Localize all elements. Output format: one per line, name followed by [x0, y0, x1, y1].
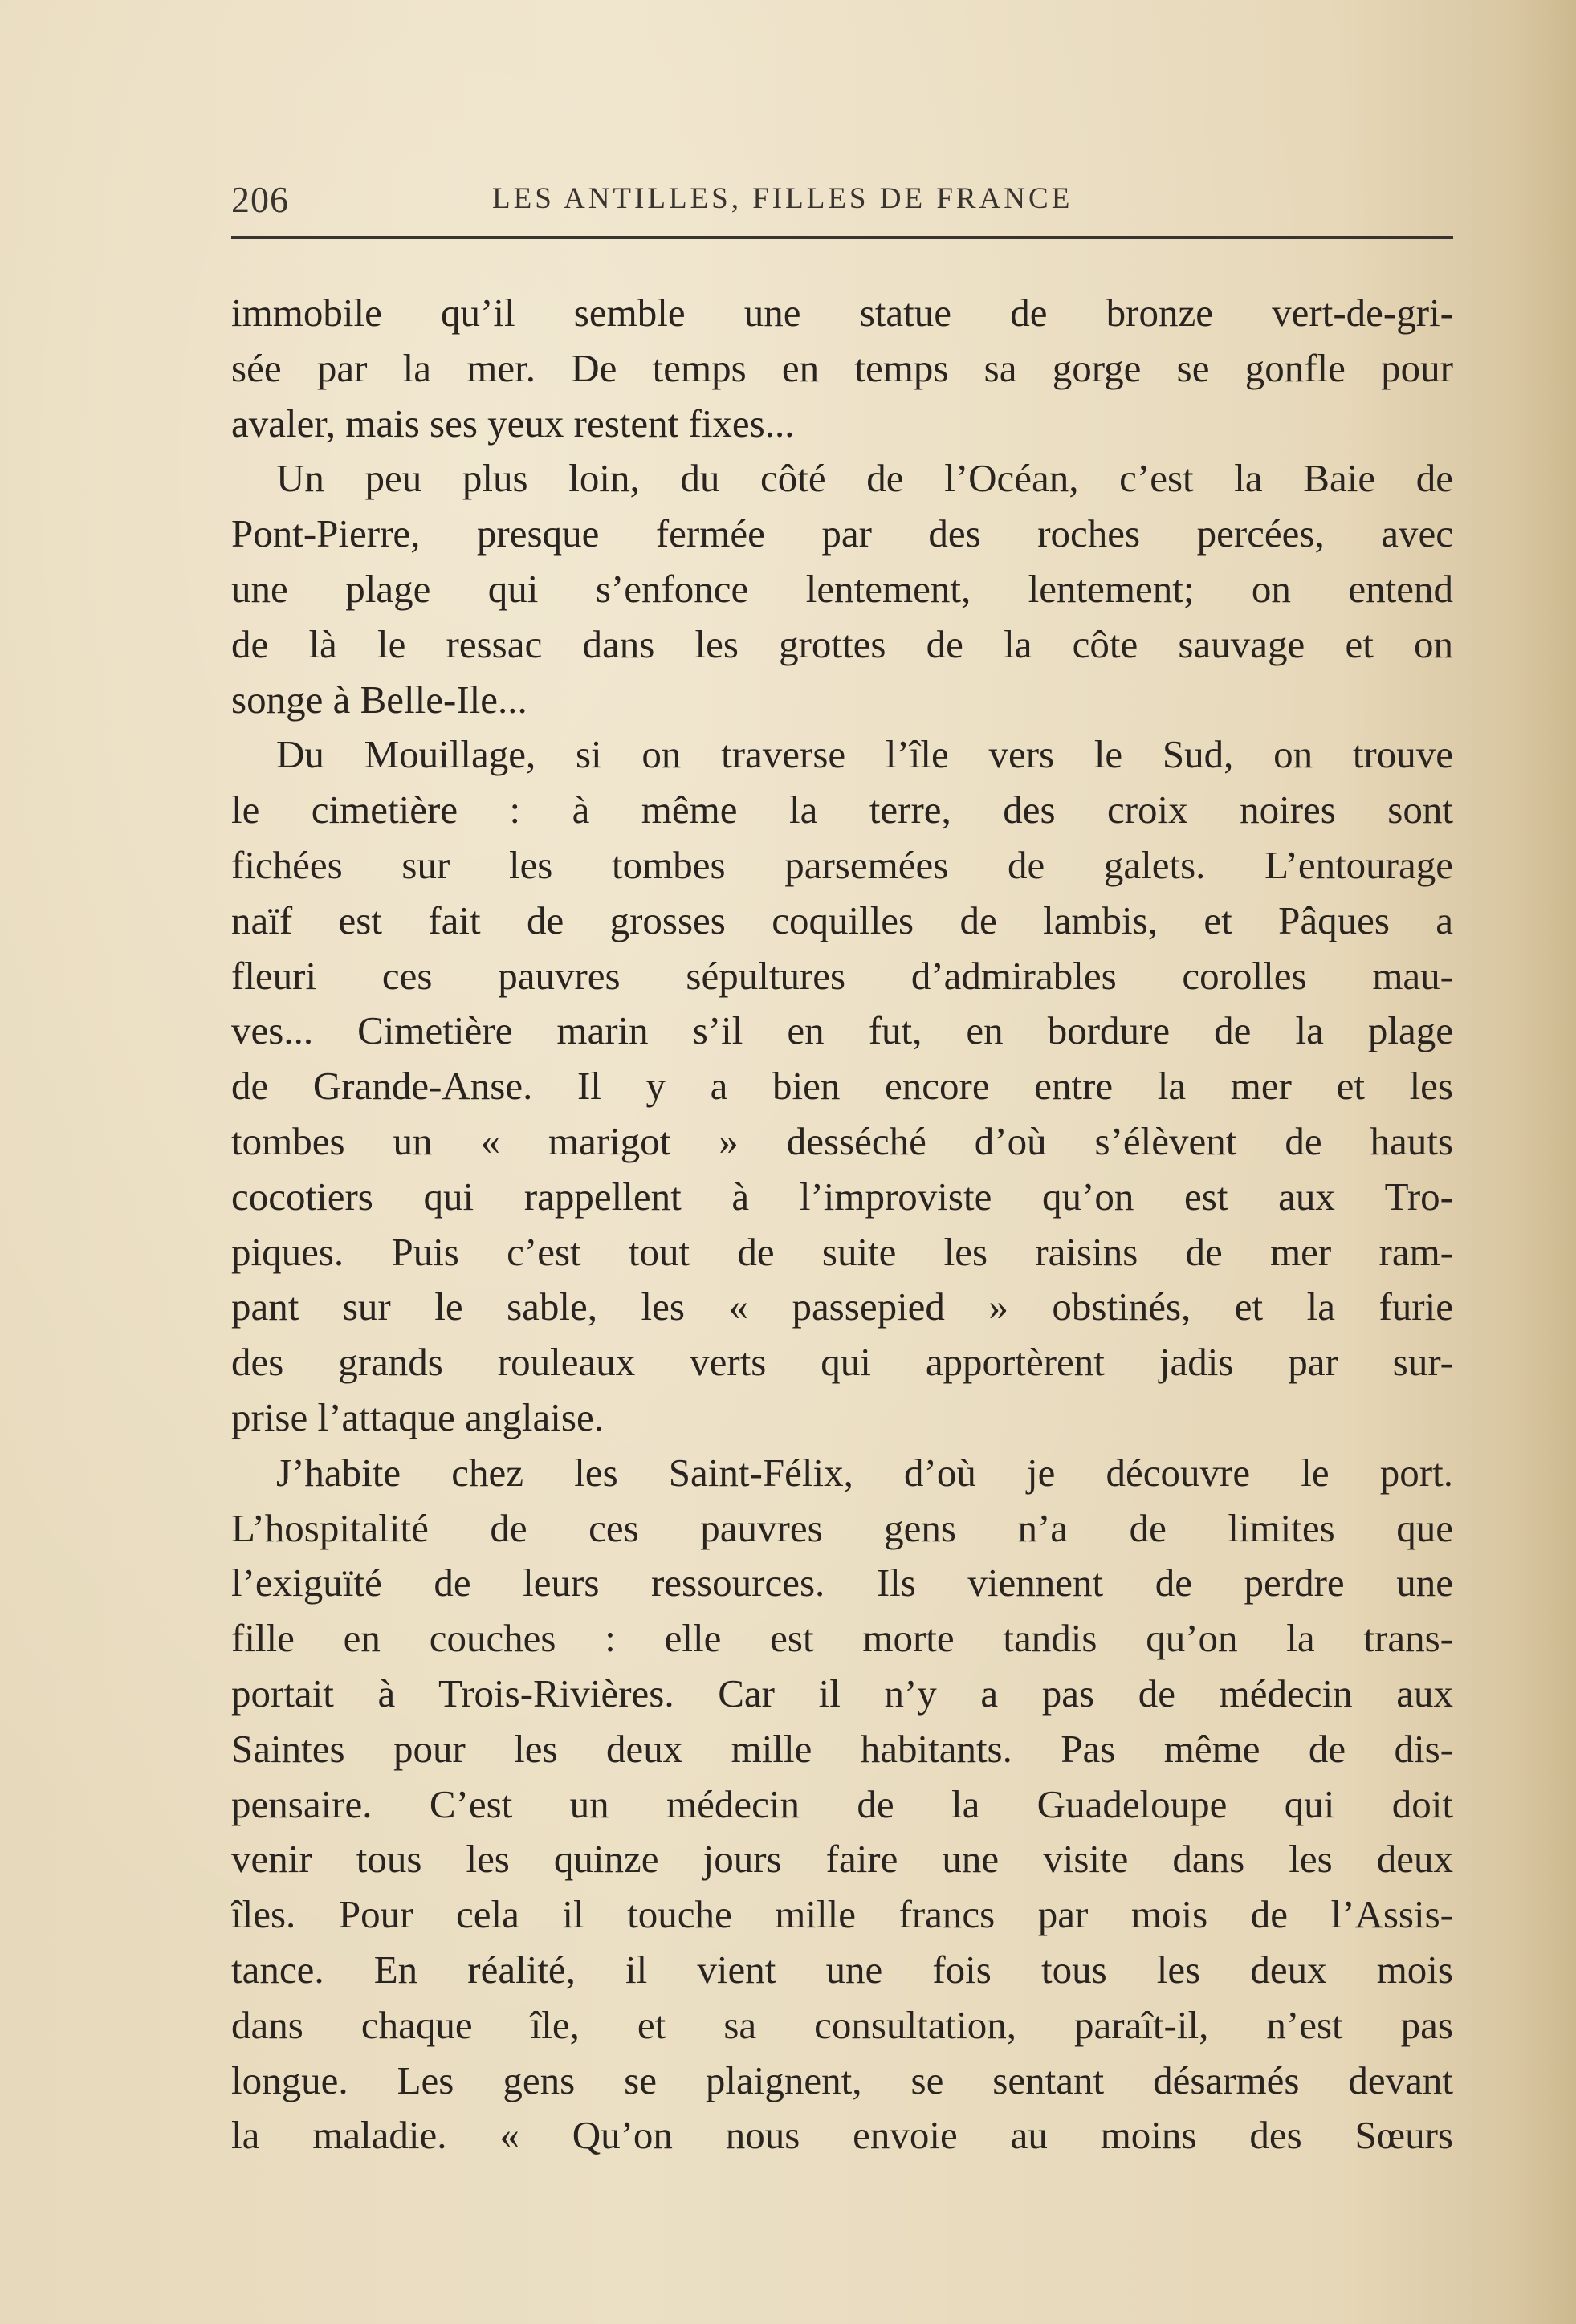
- text-line: cocotiers qui rappellent à l’improviste qu’on est aux Tro-: [231, 1174, 1453, 1219]
- text-line: la maladie. « Qu’on nous envoie au moins des Sœurs: [231, 2113, 1453, 2158]
- text-line: l’exiguïté de leurs ressources. Ils viennent de perdre une: [231, 1561, 1453, 1606]
- text-line: des grands rouleaux verts qui apportèrent jadis par sur-: [231, 1340, 1453, 1385]
- text-line: fille en couches : elle est morte tandis qu’on la trans-: [231, 1616, 1453, 1661]
- text-line: Pont-Pierre, presque fermée par des roches percées, avec: [231, 511, 1453, 556]
- text-line: sée par la mer. De temps en temps sa gorge se gonfle pour: [231, 345, 1453, 390]
- text-line: dans chaque île, et sa consultation, paraît-il, n’est pas: [231, 2002, 1453, 2047]
- text-line: fleuri ces pauvres sépultures d’admirables corolles mau-: [231, 953, 1453, 998]
- text-line: de Grande-Anse. Il y a bien encore entre la mer et les: [231, 1064, 1453, 1109]
- text-line: Saintes pour les deux mille habitants. Pas même de dis-: [231, 1726, 1453, 1771]
- text-line: fichées sur les tombes parsemées de galets. L’entourage: [231, 842, 1453, 887]
- text-line: ves... Cimetière marin s’il en fut, en bordure de la plage: [231, 1008, 1453, 1053]
- text-line: L’hospitalité de ces pauvres gens n’a de limites que: [231, 1505, 1453, 1550]
- text-line: avaler, mais ses yeux restent fixes...: [231, 401, 795, 446]
- page-number: 206: [231, 179, 289, 220]
- text-line: prise l’attaque anglaise.: [231, 1394, 604, 1439]
- text-line: Un peu plus loin, du côté de l’Océan, c’est la Baie de: [276, 456, 1453, 501]
- text-line: une plage qui s’enfonce lentement, lentement; on entend: [231, 566, 1453, 611]
- text-line: tombes un « marigot » desséché d’où s’élèvent de hauts: [231, 1118, 1453, 1163]
- page-header: [231, 170, 1453, 226]
- text-line: venir tous les quinze jours faire une visite dans les deux: [231, 1837, 1453, 1882]
- text-line: le cimetière : à même la terre, des croix noires sont: [231, 788, 1453, 832]
- body-text: [231, 286, 1453, 2163]
- text-line: songe à Belle-Ile...: [231, 677, 527, 722]
- text-line: immobile qu’il semble une statue de bronze vert-de-gri-: [231, 291, 1453, 335]
- text-line: pant sur le sable, les « passepied » obstinés, et la furie: [231, 1284, 1453, 1329]
- text-line: J’habite chez les Saint-Félix, d’où je découvre le port.: [276, 1450, 1453, 1495]
- text-line: longue. Les gens se plaignent, se sentant désarmés devant: [231, 2057, 1453, 2102]
- header-rule: [231, 236, 1453, 239]
- text-line: îles. Pour cela il touche mille francs par mois de l’Assis-: [231, 1892, 1453, 1937]
- text-line: naïf est fait de grosses coquilles de lambis, et Pâques a: [231, 897, 1453, 942]
- text-line: Du Mouillage, si on traverse l’île vers le Sud, on trouve: [276, 732, 1453, 777]
- text-line: portait à Trois-Rivières. Car il n’y a pas de médecin aux: [231, 1671, 1453, 1716]
- running-title: LES ANTILLES, FILLES DE FRANCE: [492, 182, 1073, 215]
- text-line: pensaire. C’est un médecin de la Guadeloupe qui doit: [231, 1781, 1453, 1826]
- text-line: tance. En réalité, il vient une fois tous les deux mois: [231, 1947, 1453, 1992]
- text-line: piques. Puis c’est tout de suite les raisins de mer ram-: [231, 1229, 1453, 1274]
- text-line: de là le ressac dans les grottes de la côte sauvage et on: [231, 621, 1453, 666]
